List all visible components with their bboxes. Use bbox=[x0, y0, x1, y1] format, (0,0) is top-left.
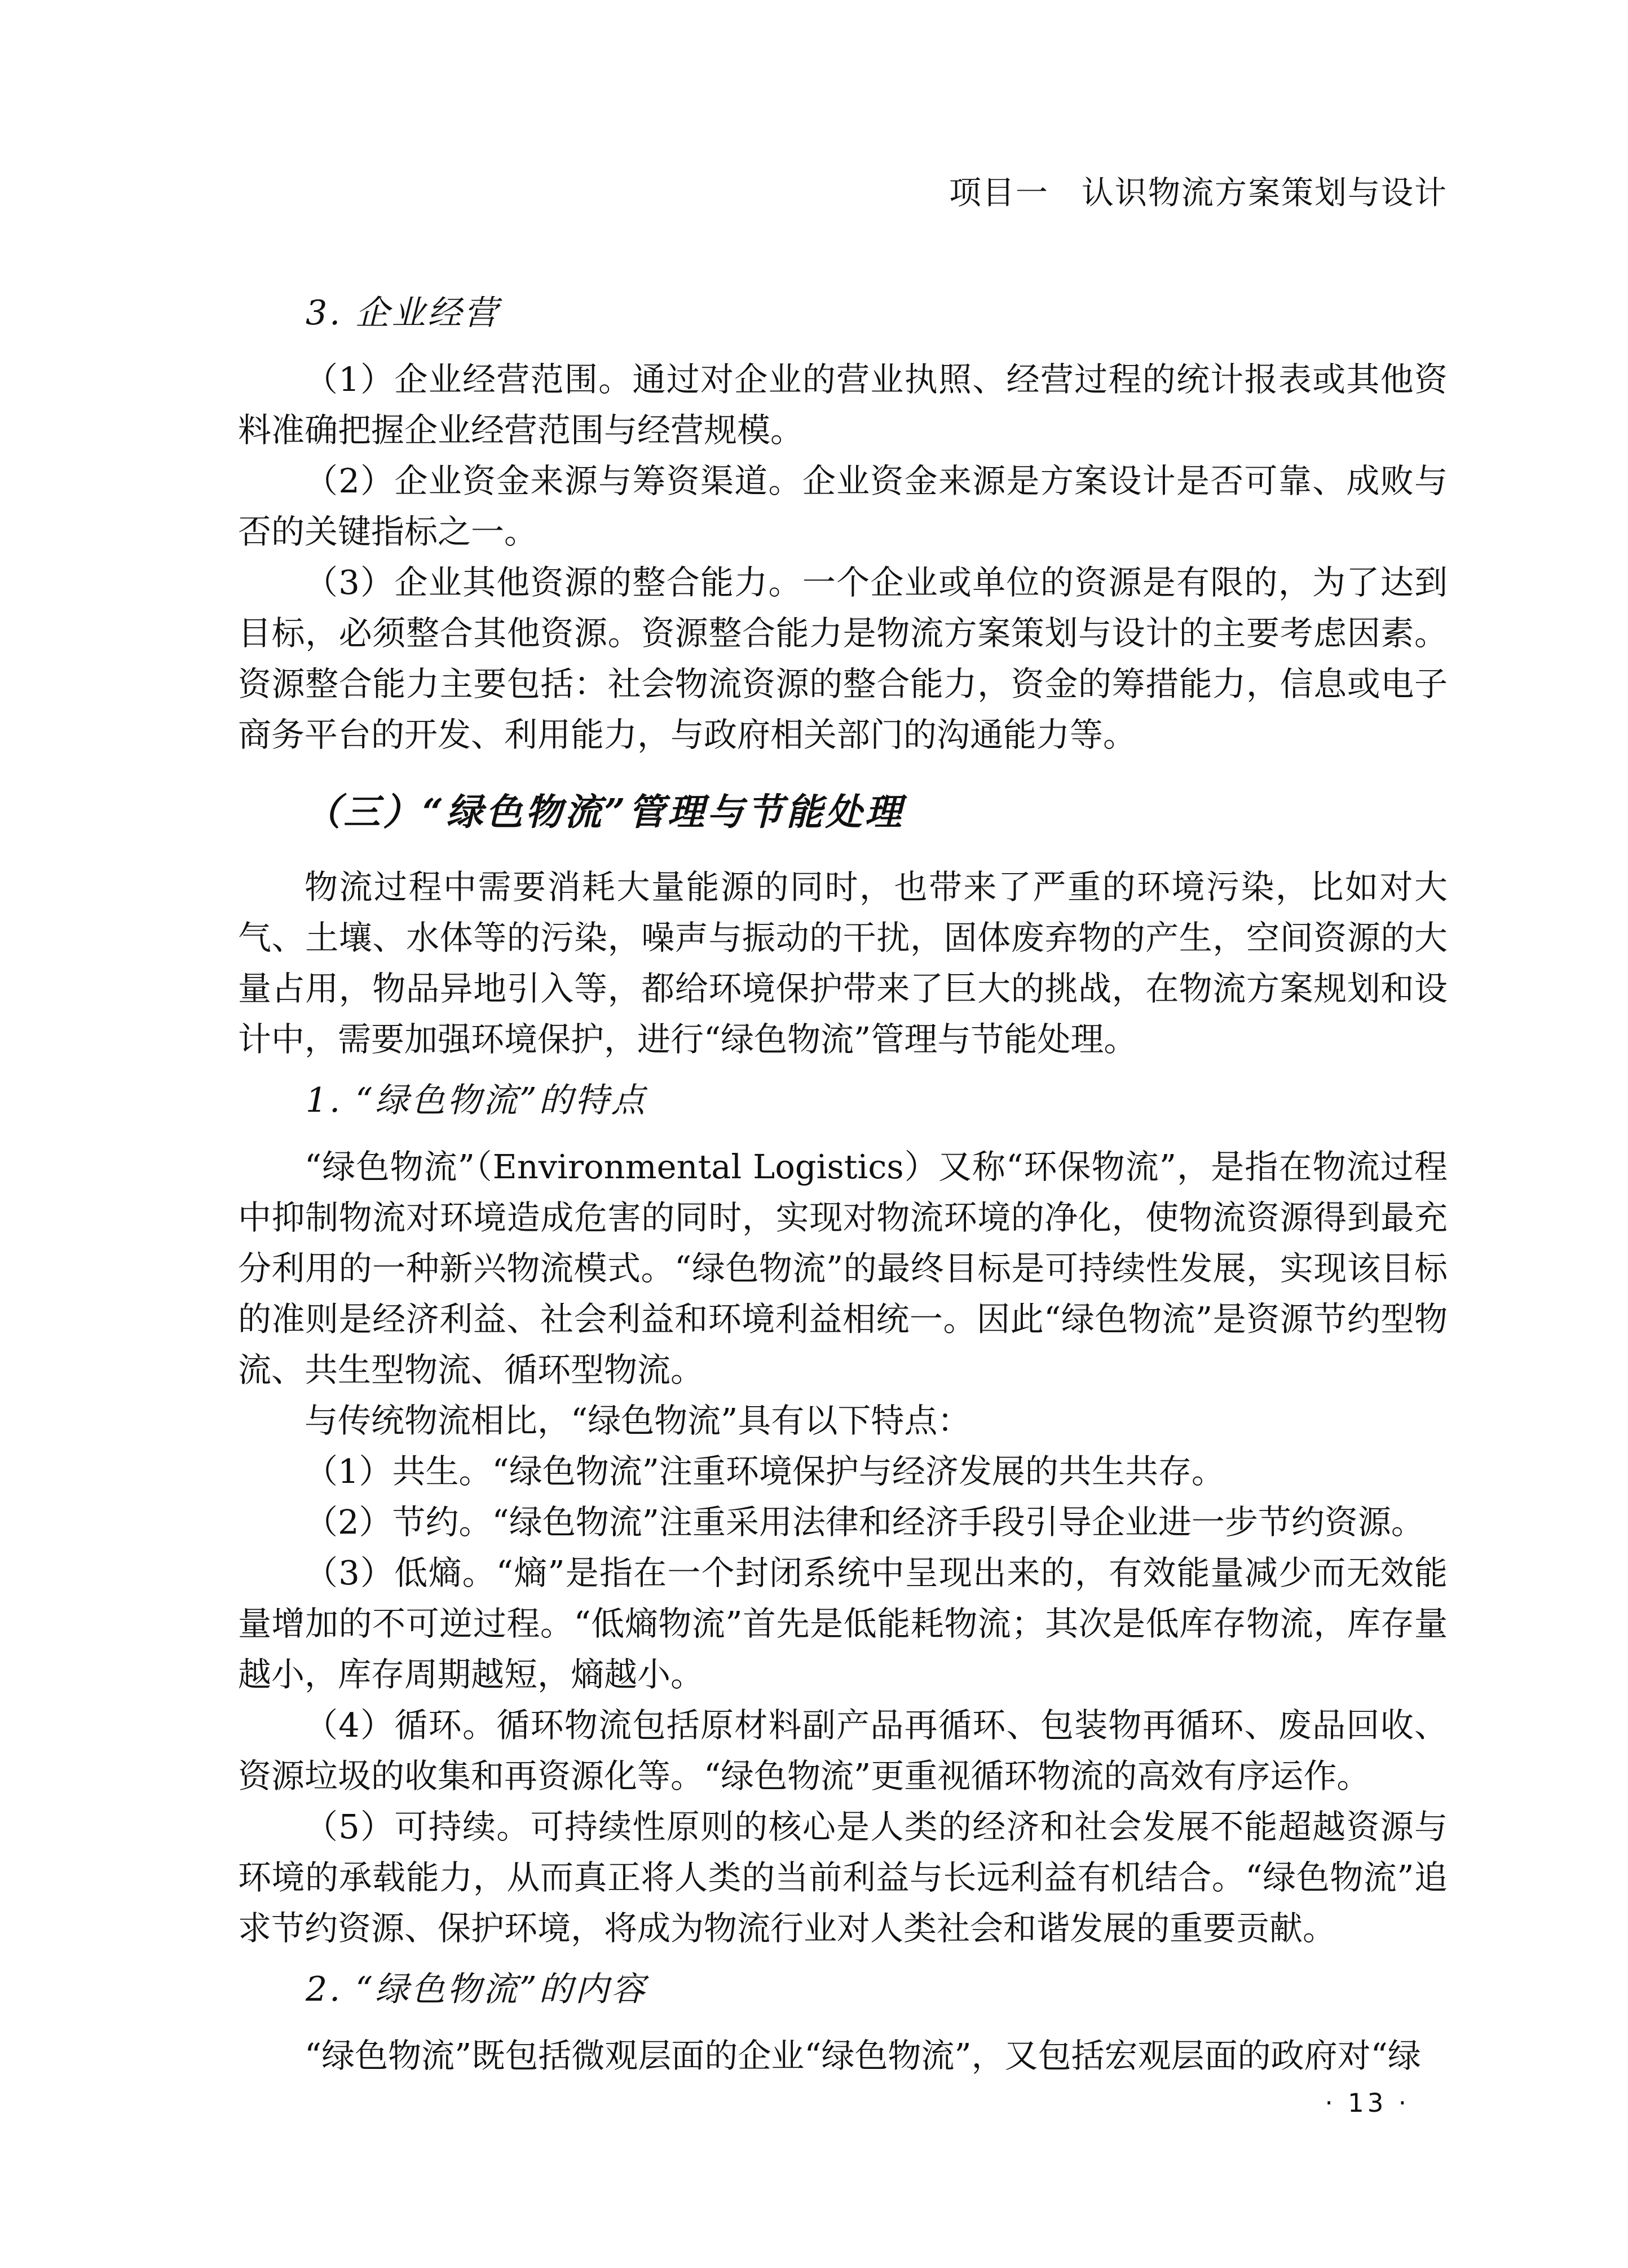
paragraph-feature-recycling: （4）循环。循环物流包括原材料副产品再循环、包装物再循环、废品回收、资源垃圾的收集和再资源化等。“绿色物流”更重视循环物流的高效有序运作。 bbox=[238, 1706, 1448, 1795]
running-header bbox=[238, 167, 1448, 213]
paragraph-features-intro: 与传统物流相比，“绿色物流”具有以下特点： bbox=[305, 1401, 971, 1440]
subheading-3-business-operation: 3. 企业经营 bbox=[306, 293, 500, 333]
section-heading-green-logistics: （三）“绿色物流”管理与节能处理 bbox=[304, 791, 905, 834]
paragraph-logistics-pollution: 物流过程中需要消耗大量能源的同时，也带来了严重的环境污染，比如对大气、土壤、水体等的污染，噪声与振动的干扰，固体废弃物的产生，空间资源的大量占用，物品异地引入等，都给环境保护带来了巨大的挑战，在物流方案规划和设计中，需要加强环境保护，进行“绿色物流”管理与节能处理。 bbox=[238, 867, 1448, 1059]
paragraph-business-scope: （1）企业经营范围。通过对企业的营业执照、经营过程的统计报表或其他资料准确把握企业经营范围与经营规模。 bbox=[238, 360, 1448, 450]
paragraph-green-definition: “绿色物流”（Environmental Logistics）又称“环保物流”，是指在物流过程中抑制物流对环境造成危害的同时，实现对物流环境的净化，使物流资源得到最充分利用的一种新兴物流模式。“绿色物流”的最终目标是可持续性发展，实现该目标的准则是经济利益、社会利益和环境利益相统一。因此“绿色物流”是资源节约型物流、共生型物流、循环型物流。 bbox=[238, 1147, 1448, 1389]
paragraph-feature-sustainable: （5）可持续。可持续性原则的核心是人类的经济和社会发展不能超越资源与环境的承载能力，从而真正将人类的当前利益与长远利益有机结合。“绿色物流”追求节约资源、保护环境，将成为物流行业对人类社会和谐发展的重要贡献。 bbox=[238, 1807, 1448, 1948]
header-chapter-label: 项目一 bbox=[949, 174, 1049, 212]
paragraph-feature-low-entropy: （3）低熵。“熵”是指在一个封闭系统中呈现出来的，有效能量减少而无效能量增加的不可逆过程。“低熵物流”首先是低能耗物流；其次是低库存物流，库存量越小，库存周期越短，熵越小。 bbox=[238, 1553, 1448, 1694]
paragraph-feature-saving: （2）节约。“绿色物流”注重采用法律和经济手段引导企业进一步节约资源。 bbox=[305, 1503, 1424, 1542]
paragraph-resource-integration: （3）企业其他资源的整合能力。一个企业或单位的资源是有限的，为了达到目标，必须整合其他资源。资源整合能力是物流方案策划与设计的主要考虑因素。资源整合能力主要包括：社会物流资源的整合能力，资金的筹措能力，信息或电子商务平台的开发、利用能力，与政府相关部门的沟通能力等。 bbox=[238, 563, 1448, 754]
subheading-2-content: 2. “绿色物流”的内容 bbox=[306, 1970, 647, 2009]
page-number: · 13 · bbox=[1325, 2088, 1410, 2118]
content-column bbox=[238, 278, 1448, 2081]
header-chapter-title: 认识物流方案策划与设计 bbox=[1082, 174, 1448, 212]
paragraph-feature-symbiosis: （1）共生。“绿色物流”注重环境保护与经济发展的共生共存。 bbox=[305, 1452, 1225, 1491]
paragraph-funding-sources: （2）企业资金来源与筹资渠道。企业资金来源是方案设计是否可靠、成败与否的关键指标之一。 bbox=[238, 461, 1448, 551]
paragraph-green-content-intro: “绿色物流”既包括微观层面的企业“绿色物流”，又包括宏观层面的政府对“绿 bbox=[305, 2036, 1421, 2075]
subheading-1-characteristics: 1. “绿色物流”的特点 bbox=[306, 1081, 647, 1120]
